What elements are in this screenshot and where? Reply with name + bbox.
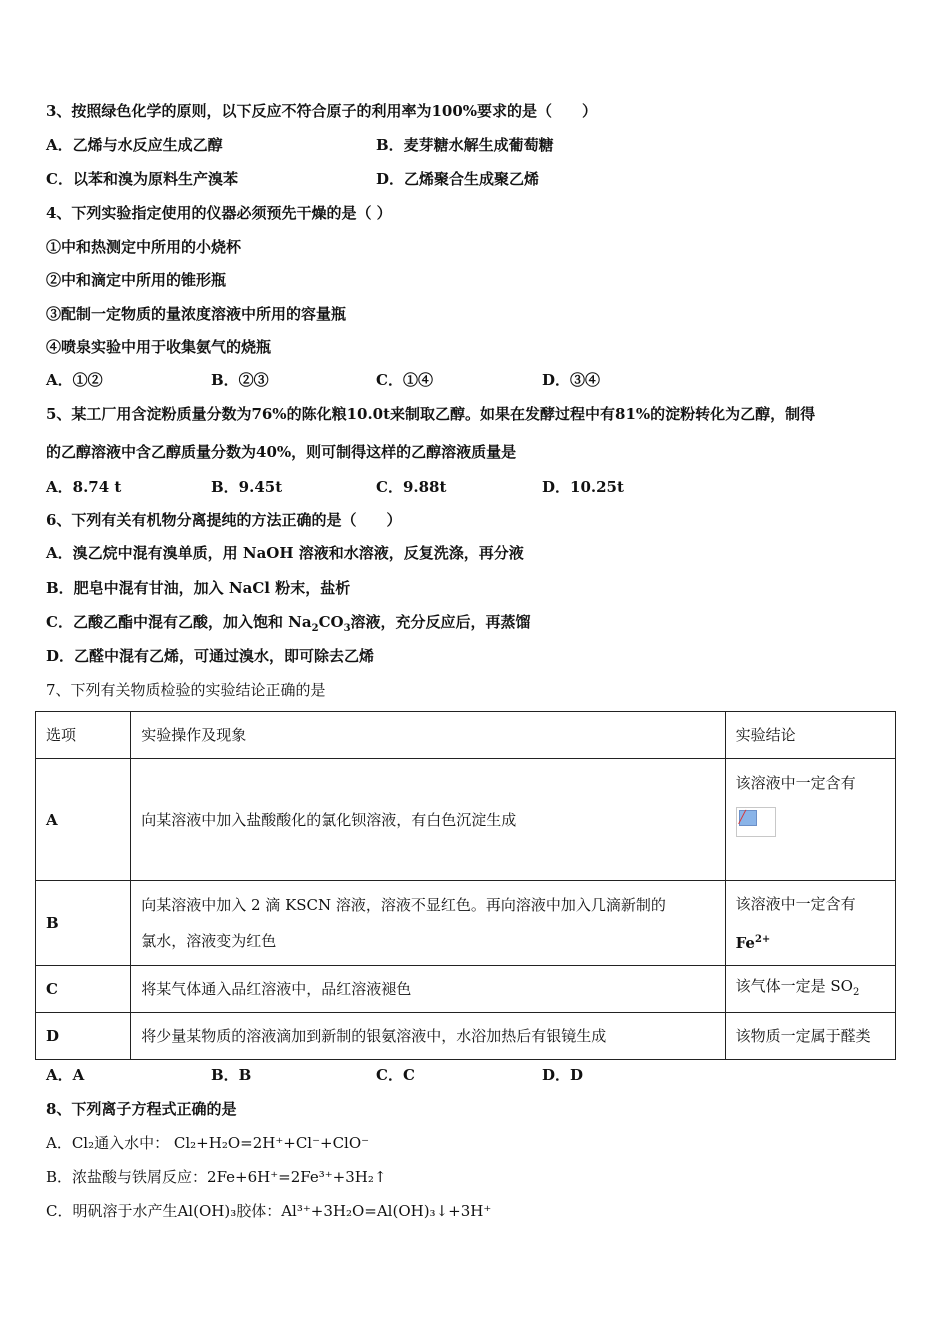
- row-b-conclusion: [725, 881, 895, 966]
- row-d-option: D: [36, 1013, 131, 1060]
- q6-option-c: [46, 612, 531, 639]
- q6-option-d: D．乙醛中混有乙烯，可通过溴水，即可除去乙烯: [46, 647, 375, 665]
- fe-ion: Fe: [735, 933, 755, 952]
- q4-item-3: ③配制一定物质的量浓度溶液中所用的容量瓶: [46, 305, 347, 323]
- q4-option-b: B．②③: [211, 371, 269, 389]
- q4-option-c: C．①④: [376, 371, 433, 389]
- row-b-operation-line1: 向某溶液中加入 2 滴 KSCN 溶液，溶液不显红色。再向溶液中加入几滴新制的: [141, 896, 666, 914]
- row-c-conclusion-text: 该气体一定是 SO: [735, 976, 853, 995]
- header-conclusion: 实验结论: [725, 712, 895, 759]
- table-row: [36, 881, 896, 966]
- q8-stem: 8、下列离子方程式正确的是: [46, 1100, 237, 1118]
- q4-item-1: ①中和热测定中所用的小烧杯: [46, 238, 242, 256]
- q6-option-a: A．溴乙烷中混有溴单质，用 NaOH 溶液和水溶液，反复洗涤，再分液: [46, 544, 524, 562]
- q3-option-c: C．以苯和溴为原料生产溴苯: [46, 170, 238, 188]
- row-a-option: A: [36, 759, 131, 881]
- q5-option-d: D．10.25t: [542, 478, 624, 496]
- row-c-conclusion: [725, 966, 895, 1013]
- q8-option-b: B．浓盐酸与铁屑反应：2Fe+6H⁺=2Fe³⁺+3H₂↑: [46, 1168, 387, 1186]
- row-c-operation: 将某气体通入品红溶液中，品红溶液褪色: [131, 966, 725, 1013]
- q6-option-c-mid: CO: [318, 613, 344, 631]
- q7-stem: 7、下列有关物质检验的实验结论正确的是: [46, 681, 326, 699]
- header-operation: 实验操作及现象: [131, 712, 725, 759]
- q7-option-d: D．D: [542, 1066, 584, 1084]
- row-d-conclusion: 该物质一定属于醛类: [725, 1013, 895, 1060]
- row-b-option: B: [36, 881, 131, 966]
- q3-stem: 3、按照绿色化学的原则，以下反应不符合原子的利用率为100%要求的是（ ）: [46, 102, 598, 120]
- row-d-operation: 将少量某物质的溶液滴加到新制的银氨溶液中，水浴加热后有银镜生成: [131, 1013, 725, 1060]
- q7-option-b: B．B: [211, 1066, 252, 1084]
- q5-stem-line1: 5、某工厂用含淀粉质量分数为76%的陈化粮10.0t来制取乙醇。如果在发酵过程中有81%的淀粉转化为乙醇，制得: [46, 405, 816, 423]
- q5-option-c: C．9.88t: [376, 478, 447, 496]
- table-header-row: [36, 712, 896, 759]
- q6-option-c-sub2: 3: [343, 623, 351, 634]
- q6-option-c-pre: C．乙酸乙酯中混有乙酸，加入饱和 Na: [46, 613, 312, 631]
- q4-option-d: D．③④: [542, 371, 601, 389]
- table-row: [36, 759, 896, 881]
- q5-option-a: A．8.74 t: [46, 478, 122, 496]
- q4-item-4: ④喷泉实验中用于收集氨气的烧瓶: [46, 338, 272, 356]
- q6-stem: 6、下列有关有机物分离提纯的方法正确的是（ ）: [46, 511, 402, 529]
- q3-option-d: D．乙烯聚合生成聚乙烯: [376, 170, 540, 188]
- row-a-conclusion-text: 该溶液中一定含有: [735, 774, 856, 792]
- row-b-conclusion-line1: 该溶液中一定含有: [735, 894, 856, 913]
- q3-option-a: A．乙烯与水反应生成乙醇: [46, 136, 223, 154]
- q5-option-b: B．9.45t: [211, 478, 283, 496]
- row-a-conclusion: [725, 759, 895, 881]
- q8-option-a: A．Cl₂通入水中： Cl₂+H₂O=2H⁺+Cl⁻+ClO⁻: [46, 1134, 370, 1152]
- row-b-operation: [131, 881, 725, 966]
- row-a-operation: 向某溶液中加入盐酸酸化的氯化钡溶液，有白色沉淀生成: [131, 759, 725, 881]
- q4-stem: 4、下列实验指定使用的仪器必须预先干燥的是（ ）: [46, 204, 392, 222]
- q6-option-c-sub1: 2: [311, 623, 319, 634]
- table-row: [36, 1013, 896, 1060]
- q6-option-c-post: 溶液，充分反应后，再蒸馏: [350, 613, 531, 631]
- row-c-conclusion-sub: 2: [852, 986, 860, 998]
- q3-option-b: B．麦芽糖水解生成葡萄糖: [376, 136, 554, 154]
- header-option: 选项: [36, 712, 131, 759]
- broken-image-icon: ╱: [736, 807, 776, 837]
- q5-stem-line2: 的乙醇溶液中含乙醇质量分数为40%，则可制得这样的乙醇溶液质量是: [46, 443, 517, 461]
- q6-option-b: B．肥皂中混有甘油，加入 NaCl 粉末，盐析: [46, 579, 351, 597]
- fe-ion-charge: 2+: [754, 933, 771, 945]
- q7-option-c: C．C: [376, 1066, 415, 1084]
- q7-table: [35, 711, 896, 1060]
- q4-item-2: ②中和滴定中所用的锥形瓶: [46, 271, 227, 289]
- row-c-option: C: [36, 966, 131, 1013]
- q7-option-a: A．A: [46, 1066, 85, 1084]
- table-row: [36, 966, 896, 1013]
- row-b-operation-line2: 氯水，溶液变为红色: [141, 932, 277, 950]
- row-b-conclusion-line2: [736, 922, 885, 961]
- q4-option-a: A．①②: [46, 371, 103, 389]
- q8-option-c: C．明矾溶于水产生Al(OH)₃胶体：Al³⁺+3H₂O=Al(OH)₃↓+3H⁺: [46, 1202, 492, 1220]
